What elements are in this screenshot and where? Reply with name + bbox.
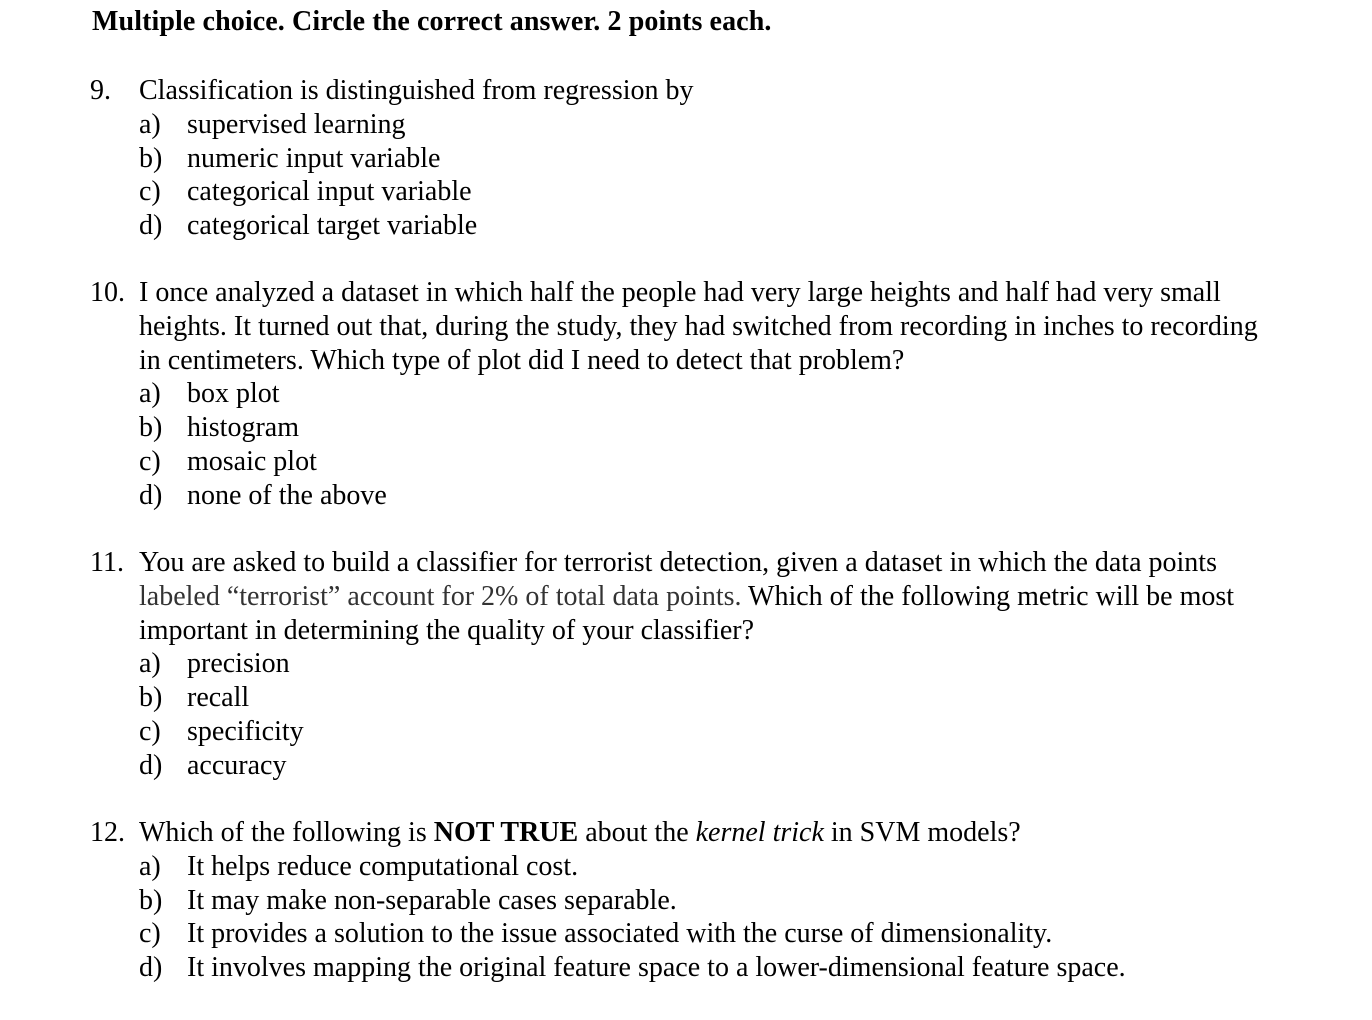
option-a[interactable] — [0, 108, 1372, 142]
emphasis-bold: NOT TRUE — [433, 817, 579, 848]
option-text: box plot — [187, 378, 280, 410]
option-a[interactable] — [0, 377, 1372, 411]
option-b[interactable] — [0, 142, 1372, 176]
section-title: Multiple choice. Circle the correct answer. 2 points each. — [92, 6, 772, 37]
question-line: Classification is distinguished from regression by — [139, 75, 694, 106]
question-stem — [0, 816, 1372, 850]
option-text: categorical input variable — [187, 176, 472, 208]
option-letter: b) — [139, 884, 163, 916]
question-text — [139, 546, 1339, 647]
question-stem — [0, 74, 1372, 108]
question-text — [139, 74, 1339, 108]
option-c[interactable] — [0, 917, 1372, 951]
option-text: categorical target variable — [187, 210, 478, 242]
option-text: mosaic plot — [187, 445, 317, 477]
answer-options — [0, 108, 1372, 243]
answer-options — [0, 647, 1372, 782]
option-a[interactable] — [0, 647, 1372, 681]
option-letter: a) — [139, 850, 161, 882]
question-line-segment: Which of the following metric will be most — [748, 580, 1235, 612]
option-letter: a) — [139, 648, 161, 680]
question-number: 9. — [90, 75, 111, 106]
option-c[interactable] — [0, 445, 1372, 479]
question-line-segment: labeled “terrorist” account for 2% of total data points. — [139, 580, 742, 612]
option-text: none of the above — [187, 479, 387, 511]
question-line — [139, 816, 1339, 850]
question-line: in centimeters. Which type of plot did I need to detect that problem? — [139, 344, 905, 376]
question-11 — [0, 546, 1372, 783]
option-letter: b) — [139, 142, 163, 174]
option-text: specificity — [187, 715, 304, 747]
question-10 — [0, 276, 1372, 513]
option-c[interactable] — [0, 715, 1372, 749]
question-line: important in determining the quality of your classifier? — [139, 614, 755, 646]
option-text: It may make non-separable cases separable. — [187, 884, 677, 916]
option-d[interactable] — [0, 479, 1372, 513]
question-stem — [0, 276, 1372, 377]
emphasis-italic: kernel trick — [695, 817, 824, 848]
option-b[interactable] — [0, 681, 1372, 715]
question-line: You are asked to build a classifier for terrorist detection, given a dataset in which the data points — [139, 547, 1217, 578]
option-text: It involves mapping the original feature space to a lower-dimensional feature space. — [187, 952, 1126, 984]
question-line-segment: Which of the following is — [139, 817, 434, 848]
option-letter: b) — [139, 412, 163, 444]
option-letter: d) — [139, 749, 163, 781]
question-line-segment: about the — [578, 817, 696, 848]
option-letter: d) — [139, 210, 163, 242]
option-b[interactable] — [0, 884, 1372, 918]
question-number: 11. — [90, 547, 124, 578]
option-b[interactable] — [0, 411, 1372, 445]
question-line — [139, 580, 1339, 614]
option-letter: b) — [139, 682, 163, 714]
option-text: It helps reduce computational cost. — [187, 850, 579, 882]
option-text: numeric input variable — [187, 142, 441, 174]
question-line-segment: in SVM models? — [823, 817, 1021, 848]
option-text: histogram — [187, 412, 299, 444]
question-number: 12. — [90, 817, 125, 848]
option-letter: c) — [139, 445, 161, 477]
option-letter: c) — [139, 715, 161, 747]
option-text: precision — [187, 648, 290, 680]
question-9 — [0, 74, 1372, 243]
question-12 — [0, 816, 1372, 985]
option-c[interactable] — [0, 175, 1372, 209]
question-stem — [0, 546, 1372, 647]
option-text: supervised learning — [187, 108, 406, 140]
option-letter: a) — [139, 108, 161, 140]
option-text: It provides a solution to the issue associated with the curse of dimensionality. — [187, 918, 1053, 950]
option-d[interactable] — [0, 209, 1372, 243]
option-letter: d) — [139, 952, 163, 984]
question-line: I once analyzed a dataset in which half the people had very large heights and half had very small — [139, 277, 1221, 308]
answer-options — [0, 377, 1372, 512]
option-letter: c) — [139, 918, 161, 950]
option-letter: c) — [139, 176, 161, 208]
option-text: recall — [187, 682, 250, 714]
question-number: 10. — [90, 277, 125, 308]
option-d[interactable] — [0, 749, 1372, 783]
question-text — [139, 816, 1339, 850]
option-a[interactable] — [0, 850, 1372, 884]
option-text: accuracy — [187, 749, 287, 781]
option-d[interactable] — [0, 951, 1372, 985]
question-line: heights. It turned out that, during the study, they had switched from recording in inches to recording — [139, 310, 1258, 342]
option-letter: a) — [139, 378, 161, 410]
question-text — [139, 276, 1339, 377]
option-letter: d) — [139, 479, 163, 511]
answer-options — [0, 850, 1372, 985]
